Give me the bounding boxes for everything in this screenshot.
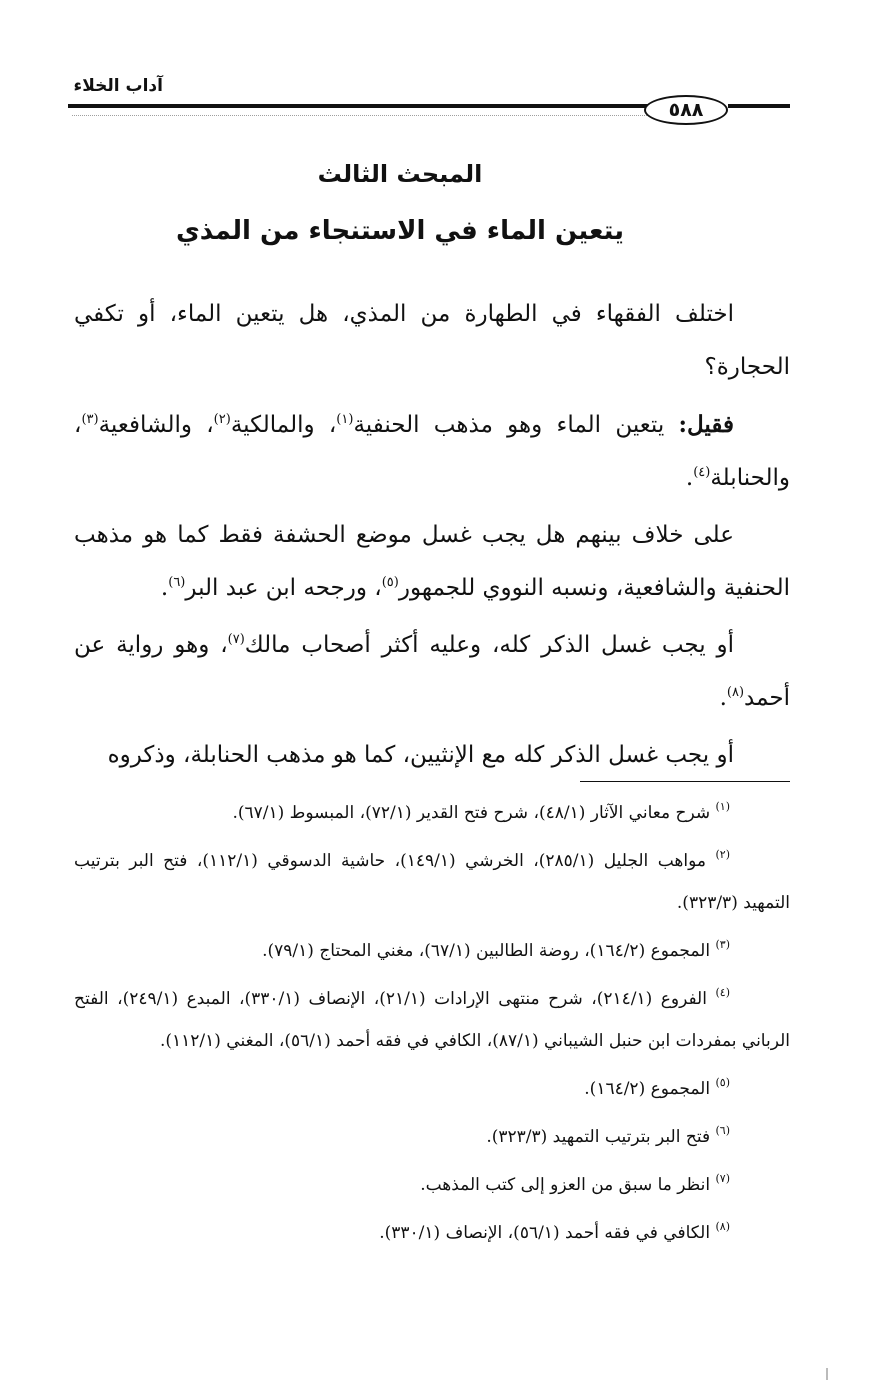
footnote-number: (٤) — [715, 986, 730, 999]
footnote-text: المجموع (١٦٤/٢)، روضة الطالبين (٦٧/١)، مغني المحتاج (٧٩/١). — [262, 941, 711, 961]
footnote-text: مواهب الجليل (٢٨٥/١)، الخرشي (١٤٩/١)، حاشية الدسوقي (١١٢/١)، فتح البر بترتيب التمهيد (٣٢٣/٣). — [74, 851, 790, 913]
footnote-text: الكافي في فقه أحمد (٥٦/١)، الإنصاف (٣٣٠/١). — [379, 1223, 711, 1243]
paragraph-2-text-a: يتعين الماء وهو مذهب الحنفية — [353, 412, 679, 438]
footnote-ref-6[interactable]: (٦) — [168, 575, 186, 590]
footnote-number: (٢) — [715, 848, 731, 861]
paragraph-2-text-e: . — [685, 465, 694, 491]
footnote-separator — [580, 781, 790, 782]
footnote-ref-3[interactable]: (٣) — [81, 412, 99, 427]
footnote-ref-4[interactable]: (٤) — [693, 465, 711, 480]
paragraph-3-text-c: . — [160, 575, 169, 601]
footnote-text: شرح معاني الآثار (٤٨/١)، شرح فتح القدير (٧٢/١)، المبسوط (٦٧/١). — [232, 803, 711, 823]
footnote-6 — [74, 1116, 790, 1158]
footnote-ref-8[interactable]: (٨) — [726, 685, 745, 700]
paragraph-4-text-a: أو يجب غسل الذكر كله، وعليه أكثر أصحاب مالك — [244, 632, 735, 658]
footnote-number: (٨) — [715, 1220, 730, 1233]
footnote-number: (١) — [715, 800, 730, 813]
footnote-number: (٧) — [715, 1172, 730, 1185]
header-rule-right — [728, 104, 790, 108]
paragraph-4-text-c: . — [719, 685, 727, 711]
section-heading: المبحث الثالث — [317, 160, 483, 188]
header-rule-texture — [72, 115, 647, 119]
main-text — [74, 288, 790, 786]
paragraph-2-text-c: ، والشافعية — [98, 412, 214, 438]
footnote-text: فتح البر بترتيب التمهيد (٣٢٣/٣). — [486, 1127, 711, 1147]
paragraph-3 — [74, 509, 790, 615]
footnote-4 — [74, 978, 790, 1062]
footnote-text: انظر ما سبق من العزو إلى كتب المذهب. — [420, 1175, 711, 1195]
scan-mark — [826, 1368, 828, 1380]
footnotes-list — [74, 792, 790, 1260]
footnote-ref-7[interactable]: (٧) — [227, 632, 245, 647]
paragraph-4-text-b: ، وهو رواية عن أحمد — [74, 632, 790, 711]
footnote-text: المجموع (١٦٤/٢). — [584, 1079, 711, 1099]
paragraph-3-text-b: ، ورجحه ابن عبد البر — [185, 575, 382, 601]
footnote-ref-1[interactable]: (١) — [336, 412, 354, 427]
page-number-badge: ٥٨٨ — [644, 95, 728, 125]
paragraph-2-lead: فقيل: — [678, 411, 734, 438]
footnote-8 — [74, 1212, 790, 1254]
footnote-ref-5[interactable]: (٥) — [381, 575, 399, 590]
paragraph-1: اختلف الفقهاء في الطهارة من المذي، هل يتعين الماء، أو تكفي الحجارة؟ — [74, 301, 790, 380]
footnote-number: (٥) — [715, 1076, 730, 1089]
header-rule — [68, 104, 648, 108]
paragraph-2-text-d: ، والحنابلة — [74, 412, 790, 491]
footnote-ref-2[interactable]: (٢) — [213, 412, 231, 427]
footnote-text: الفروع (٢١٤/١)، شرح منتهى الإرادات (٢١/١)، الإنصاف (٣٣٠/١)، المبدع (٢٤٩/١)، الفتح الرباني بمفردات ابن حنبل الشيباني (٨٧/١)، الكافي في فقه أحمد (٥٦/١)، المغني (١١٢/١). — [74, 989, 790, 1051]
paragraph-2-text-b: ، والمالكية — [230, 412, 337, 438]
paragraph-2 — [74, 398, 790, 505]
footnote-2 — [74, 840, 790, 924]
paragraph-3-text-a: على خلاف بينهم هل يجب غسل موضع الحشفة فقط كما هو مذهب الحنفية والشافعية، ونسبه النووي للجمهور — [74, 522, 790, 601]
paragraph-5: أو يجب غسل الذكر كله مع الإنثيين، كما هو مذهب الحنابلة، وذكروه — [107, 742, 734, 768]
footnote-number: (٣) — [715, 938, 730, 951]
footnote-1 — [74, 792, 790, 834]
paragraph-4 — [74, 619, 790, 725]
footnote-7 — [74, 1164, 790, 1206]
running-header-title: آداب الخلاء — [73, 76, 163, 96]
footnote-5 — [74, 1068, 790, 1110]
section-subheading: يتعين الماء في الاستنجاء من المذي — [175, 216, 625, 246]
footnote-3 — [74, 930, 790, 972]
footnote-number: (٦) — [715, 1124, 730, 1137]
